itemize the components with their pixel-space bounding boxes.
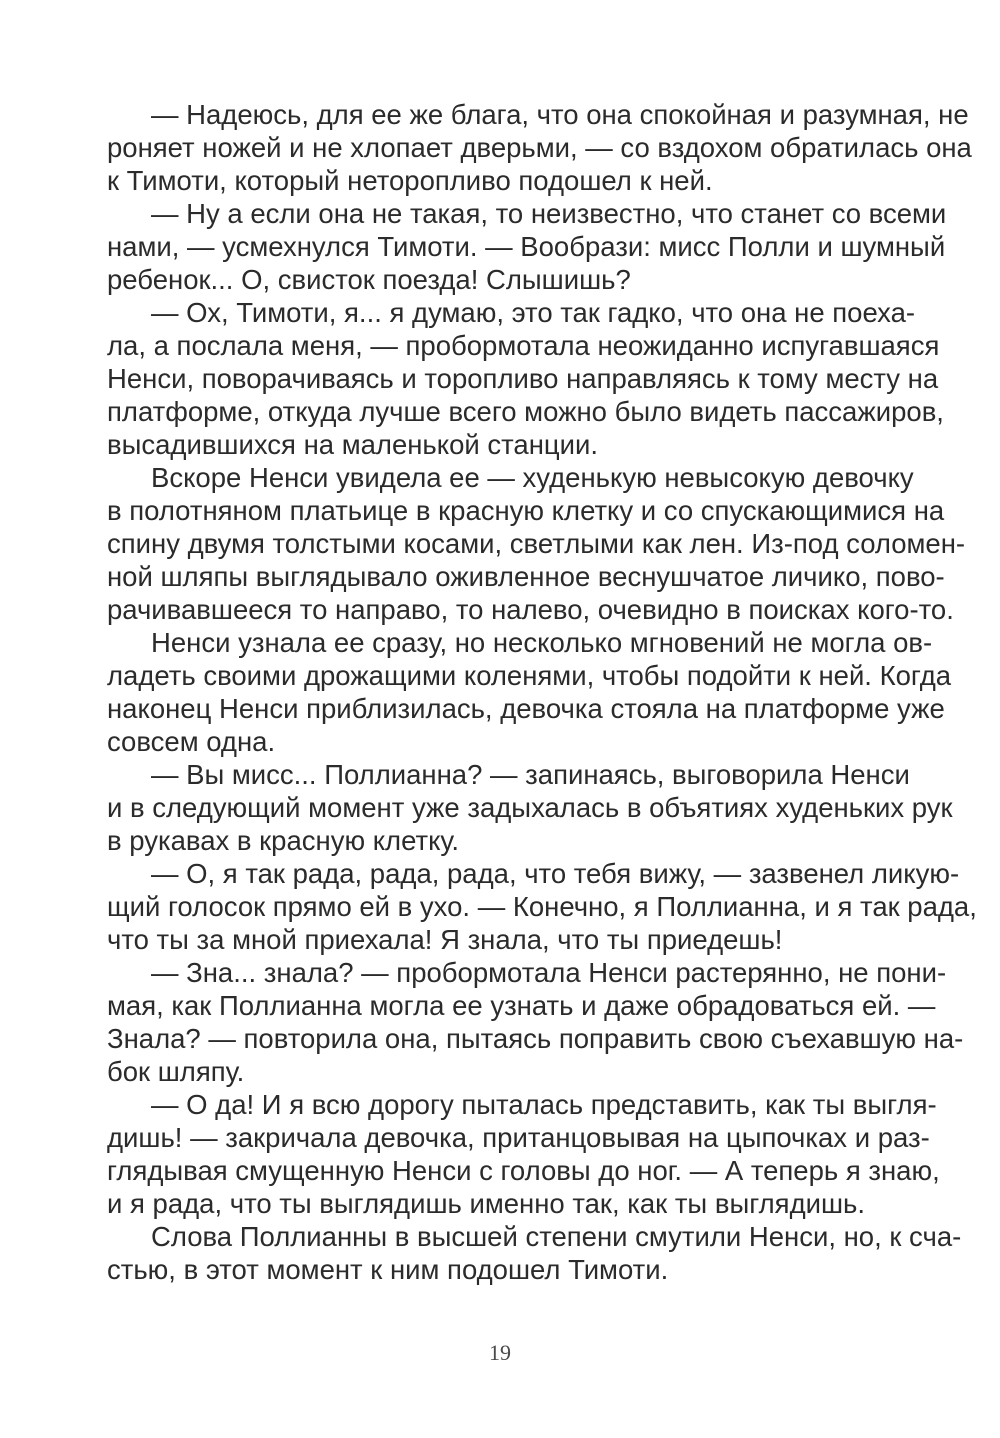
text-line: — Ну а если она не такая, то неизвестно, что станет со всеми	[151, 198, 947, 229]
text-line: Слова Поллианны в высшей степени смутили Ненси, но, к сча-	[151, 1221, 962, 1252]
text-line: — Зна... знала? — пробормотала Ненси растерянно, не пони-	[151, 957, 947, 988]
page-number: 19	[489, 1340, 511, 1365]
text-line: щий голосок прямо ей в ухо. — Конечно, я Поллианна, и я так рада,	[107, 891, 977, 922]
text-line: спину двумя толстыми косами, светлыми как лен. Из-под соломен-	[107, 528, 966, 559]
text-line: — О да! И я всю дорогу пыталась представить, как ты выгля-	[151, 1089, 937, 1120]
text-line: и в следующий момент уже задыхалась в объятиях худеньких рук	[107, 792, 953, 823]
text-line: ной шляпы выглядывало оживленное веснушчатое личико, пово-	[107, 561, 945, 592]
text-line: — Надеюсь, для ее же блага, что она спокойная и разумная, не	[151, 99, 969, 130]
text-line: Знала? — повторила она, пытаясь поправить свою съехавшую на-	[107, 1023, 964, 1054]
text-line: Ненси, поворачиваясь и торопливо направляясь к тому месту на	[107, 363, 939, 394]
text-line: — Ох, Тимоти, я... я думаю, это так гадко, что она не поеха-	[151, 297, 916, 328]
text-line: глядывая смущенную Ненси с головы до ног. — А теперь я знаю,	[107, 1155, 940, 1186]
text-line: и я рада, что ты выглядишь именно так, как ты выглядишь.	[107, 1188, 866, 1219]
text-line: ладеть своими дрожащими коленями, чтобы подойти к ней. Когда	[107, 660, 952, 691]
text-line: Вскоре Ненси увидела ее — худенькую невысокую девочку	[151, 462, 914, 493]
text-line: ла, а послала меня, — пробормотала неожиданно испугавшаяся	[107, 330, 940, 361]
text-line: мая, как Поллианна могла ее узнать и даже обрадоваться ей. —	[107, 990, 936, 1021]
text-line: совсем одна.	[107, 726, 276, 757]
text-line: стью, в этот момент к ним подошел Тимоти.	[107, 1254, 669, 1285]
text-line: бок шляпу.	[107, 1056, 245, 1087]
text-line: рачивавшееся то направо, то налево, очевидно в поисках кого-то.	[107, 594, 954, 625]
body-text	[107, 98, 977, 1286]
text-line: роняет ножей и не хлопает дверьми, — со вздохом обратилась она	[107, 132, 972, 163]
text-line: Ненси узнала ее сразу, но несколько мгновений не могла ов-	[151, 627, 933, 658]
text-line: в полотняном платьице в красную клетку и со спускающимися на	[107, 495, 945, 526]
text-line: дишь! — закричала девочка, пританцовывая на цыпочках и раз-	[107, 1122, 930, 1153]
text-line: наконец Ненси приблизилась, девочка стояла на платформе уже	[107, 693, 945, 724]
text-line: к Тимоти, который неторопливо подошел к ней.	[107, 165, 713, 196]
text-line: — О, я так рада, рада, рада, что тебя вижу, — зазвенел ликую-	[151, 858, 960, 889]
text-line: в рукавах в красную клетку.	[107, 825, 460, 856]
text-line: что ты за мной приехала! Я знала, что ты приедешь!	[107, 924, 783, 955]
text-line: высадившихся на маленькой станции.	[107, 429, 599, 460]
text-line: платформе, откуда лучше всего можно было видеть пассажиров,	[107, 396, 944, 427]
text-line: ребенок... О, свисток поезда! Слышишь?	[107, 264, 631, 295]
text-line: нами, — усмехнулся Тимоти. — Вообрази: мисс Полли и шумный	[107, 231, 946, 262]
text-line: — Вы мисс... Поллианна? — запинаясь, выговорила Ненси	[151, 759, 910, 790]
